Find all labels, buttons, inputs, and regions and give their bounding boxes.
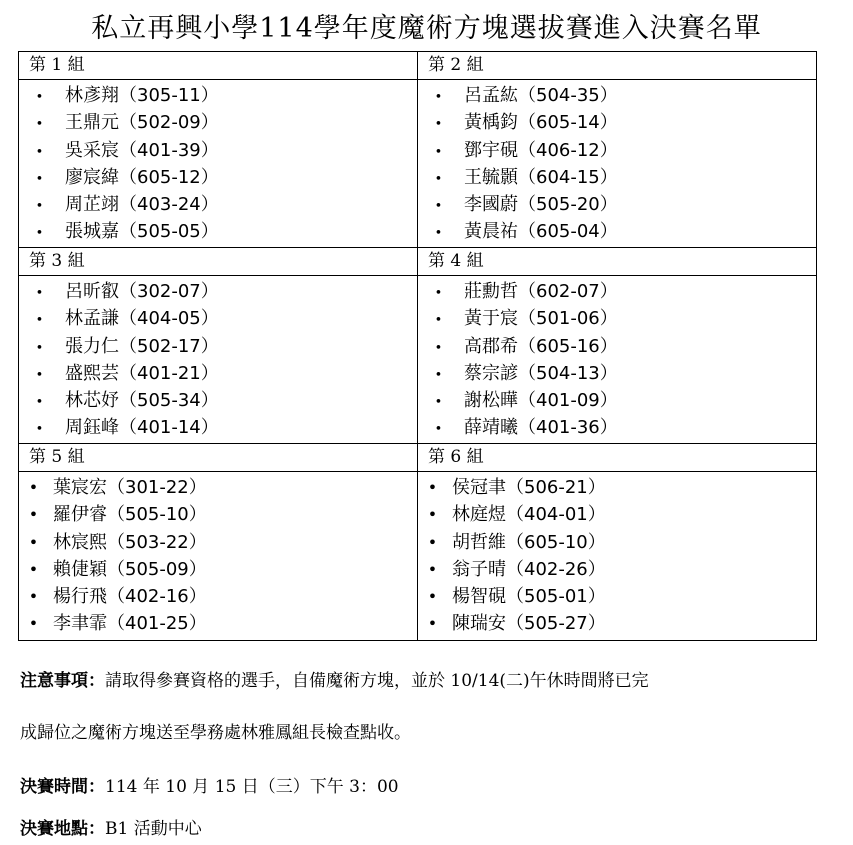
final-venue-value: B1 活動中心 [105,819,202,839]
list-item [418,610,816,637]
bullet-icon: • [35,340,44,356]
class-seat-number: （602-07） [518,281,618,302]
bullet-icon: • [434,340,443,356]
list-item [418,333,816,360]
student-name: 盛熙芸 [65,362,119,384]
class-seat-number: （505-10） [107,504,207,526]
student-name: 林孟謙 [65,308,119,330]
class-seat-number: （401-25） [107,613,207,635]
list-item [19,218,417,245]
class-seat-number: （401-21） [119,362,219,384]
list-item [418,501,816,528]
class-seat-number: （506-21） [506,477,606,498]
student-name: 賴倢穎 [53,558,107,580]
student-name: 林庭煜 [452,504,506,526]
bullet-icon: • [35,117,44,133]
student-name: 黃于宸 [464,308,518,330]
group-member-list [19,472,418,641]
student-name: 呂昕叡 [65,281,119,302]
list-item [418,414,816,441]
bullet-icon: • [28,559,39,579]
bullet-icon: • [434,171,443,187]
class-seat-number: （504-35） [518,85,618,106]
bullet-icon: • [427,587,438,607]
class-seat-number: （504-13） [518,362,618,384]
list-item [418,360,816,387]
bullet-icon: • [434,422,443,438]
bullet-icon: • [35,313,44,329]
list-item [418,82,816,109]
group-header: 第 3 組 [19,248,418,276]
student-name: 蔡宗諺 [464,362,518,384]
list-item [418,529,816,556]
group-header: 第 2 組 [418,52,817,80]
class-seat-number: （302-07） [119,281,219,302]
bullet-icon: • [28,532,39,552]
final-venue [20,814,202,839]
student-name: 鄧宇硯 [464,139,518,161]
class-seat-number: （604-15） [518,166,618,188]
bullet-icon: • [35,395,44,411]
class-seat-number: （401-14） [119,417,219,439]
bullet-icon: • [434,90,443,105]
student-name: 莊勳哲 [464,281,518,302]
class-seat-number: （402-26） [506,558,606,580]
list-item [19,109,417,136]
group-member-list [19,80,418,248]
list-item [418,305,816,332]
student-name: 葉宸宏 [53,477,107,498]
list-item [19,556,417,583]
list-item [19,474,417,501]
class-seat-number: （501-06） [518,308,618,330]
notice-text-1: 請取得參賽資格的選手，自備魔術方塊，並於 10/14(二)午休時間將已完 [105,671,649,691]
group-header: 第 6 組 [418,444,817,472]
class-seat-number: （505-27） [506,613,606,635]
student-name: 胡哲維 [452,531,506,553]
group-header: 第 1 組 [19,52,418,80]
class-seat-number: （605-04） [518,221,618,243]
class-seat-number: （406-12） [518,139,618,161]
notice-line-1 [20,666,649,691]
list-item [19,529,417,556]
bullet-icon: • [427,505,438,525]
class-seat-number: （502-09） [119,112,219,134]
group-member-list [418,472,817,641]
bullet-icon: • [427,614,438,634]
list-item [418,137,816,164]
student-name: 羅伊睿 [53,504,107,526]
bullet-icon: • [35,144,44,160]
class-seat-number: （404-05） [119,308,219,330]
list-item [418,278,816,305]
class-seat-number: （401-39） [119,139,219,161]
list-item [19,137,417,164]
list-item [418,387,816,414]
class-seat-number: （305-11） [119,85,219,106]
student-name: 吳采宸 [65,139,119,161]
bullet-icon: • [35,171,44,187]
class-seat-number: （404-01） [506,504,606,526]
class-seat-number: （605-10） [506,531,606,553]
class-seat-number: （505-34） [119,390,219,412]
student-name: 呂孟紘 [464,85,518,106]
bullet-icon: • [434,286,443,301]
student-name: 黃楀鈞 [464,112,518,134]
student-name: 廖宸緯 [65,166,119,188]
bullet-icon: • [35,367,44,383]
student-name: 張力仁 [65,335,119,357]
list-item [19,278,417,305]
notice-text-2: 成歸位之魔術方塊送至學務處林雅鳳組長檢查點收。 [20,723,411,743]
student-name: 李聿霏 [53,613,107,635]
bullet-icon: • [434,226,443,242]
student-name: 周鈺峰 [65,417,119,439]
list-item [418,109,816,136]
list-item [418,191,816,218]
class-seat-number: （401-36） [518,417,618,439]
list-item [19,360,417,387]
list-item [19,610,417,637]
list-item [418,583,816,610]
list-item [418,474,816,501]
student-name: 王鼎元 [65,112,119,134]
class-seat-number: （301-22） [107,477,207,498]
student-name: 林彥翔 [65,85,119,106]
bullet-icon: • [28,614,39,634]
bullet-icon: • [35,90,44,105]
class-seat-number: （505-09） [107,558,207,580]
class-seat-number: （402-16） [107,586,207,608]
bullet-icon: • [28,478,39,497]
bullet-icon: • [427,559,438,579]
final-time-value: 114 年 10 月 15 日（三）下午 3：00 [105,777,399,797]
class-seat-number: （605-12） [119,166,219,188]
final-time-label: 決賽時間： [20,777,105,797]
list-item [19,501,417,528]
student-name: 李國蔚 [464,194,518,216]
bullet-icon: • [35,286,44,301]
student-name: 高郡希 [464,335,518,357]
list-item [19,387,417,414]
student-name: 林芯妤 [65,390,119,412]
bullet-icon: • [427,478,438,497]
notice-line-2 [20,718,411,743]
student-name: 張城嘉 [65,221,119,243]
list-item [19,82,417,109]
bullet-icon: • [28,505,39,525]
student-name: 楊行飛 [53,586,107,608]
group-header: 第 4 組 [418,248,817,276]
student-name: 林宸熙 [53,531,107,553]
bullet-icon: • [434,117,443,133]
bullet-icon: • [434,144,443,160]
notice-label: 注意事項： [20,671,105,691]
bullet-icon: • [427,532,438,552]
student-name: 薛靖曦 [464,417,518,439]
class-seat-number: （505-20） [518,194,618,216]
list-item [19,191,417,218]
class-seat-number: （505-01） [506,586,606,608]
group-member-list [418,80,817,248]
list-item [19,583,417,610]
class-seat-number: （401-09） [518,390,618,412]
class-seat-number: （403-24） [119,194,219,216]
class-seat-number: （605-16） [518,335,618,357]
list-item [19,333,417,360]
student-name: 周芷翊 [65,194,119,216]
group-member-list [418,276,817,444]
student-name: 翁子晴 [452,558,506,580]
class-seat-number: （505-05） [119,221,219,243]
student-name: 謝松曄 [464,390,518,412]
bullet-icon: • [434,367,443,383]
list-item [19,305,417,332]
student-name: 陳瑞安 [452,613,506,635]
list-item [418,164,816,191]
bullet-icon: • [434,395,443,411]
list-item [19,414,417,441]
bullet-icon: • [35,422,44,438]
final-venue-label: 決賽地點： [20,819,105,839]
final-time [20,772,399,797]
bullet-icon: • [434,199,443,215]
bullet-icon: • [35,226,44,242]
student-name: 王毓顥 [464,166,518,188]
student-name: 楊智硯 [452,586,506,608]
group-header: 第 5 組 [19,444,418,472]
list-item [19,164,417,191]
class-seat-number: （503-22） [107,531,207,553]
bullet-icon: • [35,199,44,215]
finalist-table [18,51,817,641]
class-seat-number: （502-17） [119,335,219,357]
list-item [418,218,816,245]
student-name: 黃晨祐 [464,221,518,243]
bullet-icon: • [434,313,443,329]
class-seat-number: （605-14） [518,112,618,134]
student-name: 侯冠聿 [452,477,506,498]
bullet-icon: • [28,587,39,607]
list-item [418,556,816,583]
group-member-list [19,276,418,444]
page-title: 私立再興小學114學年度魔術方塊選拔賽進入決賽名單 [91,13,762,44]
